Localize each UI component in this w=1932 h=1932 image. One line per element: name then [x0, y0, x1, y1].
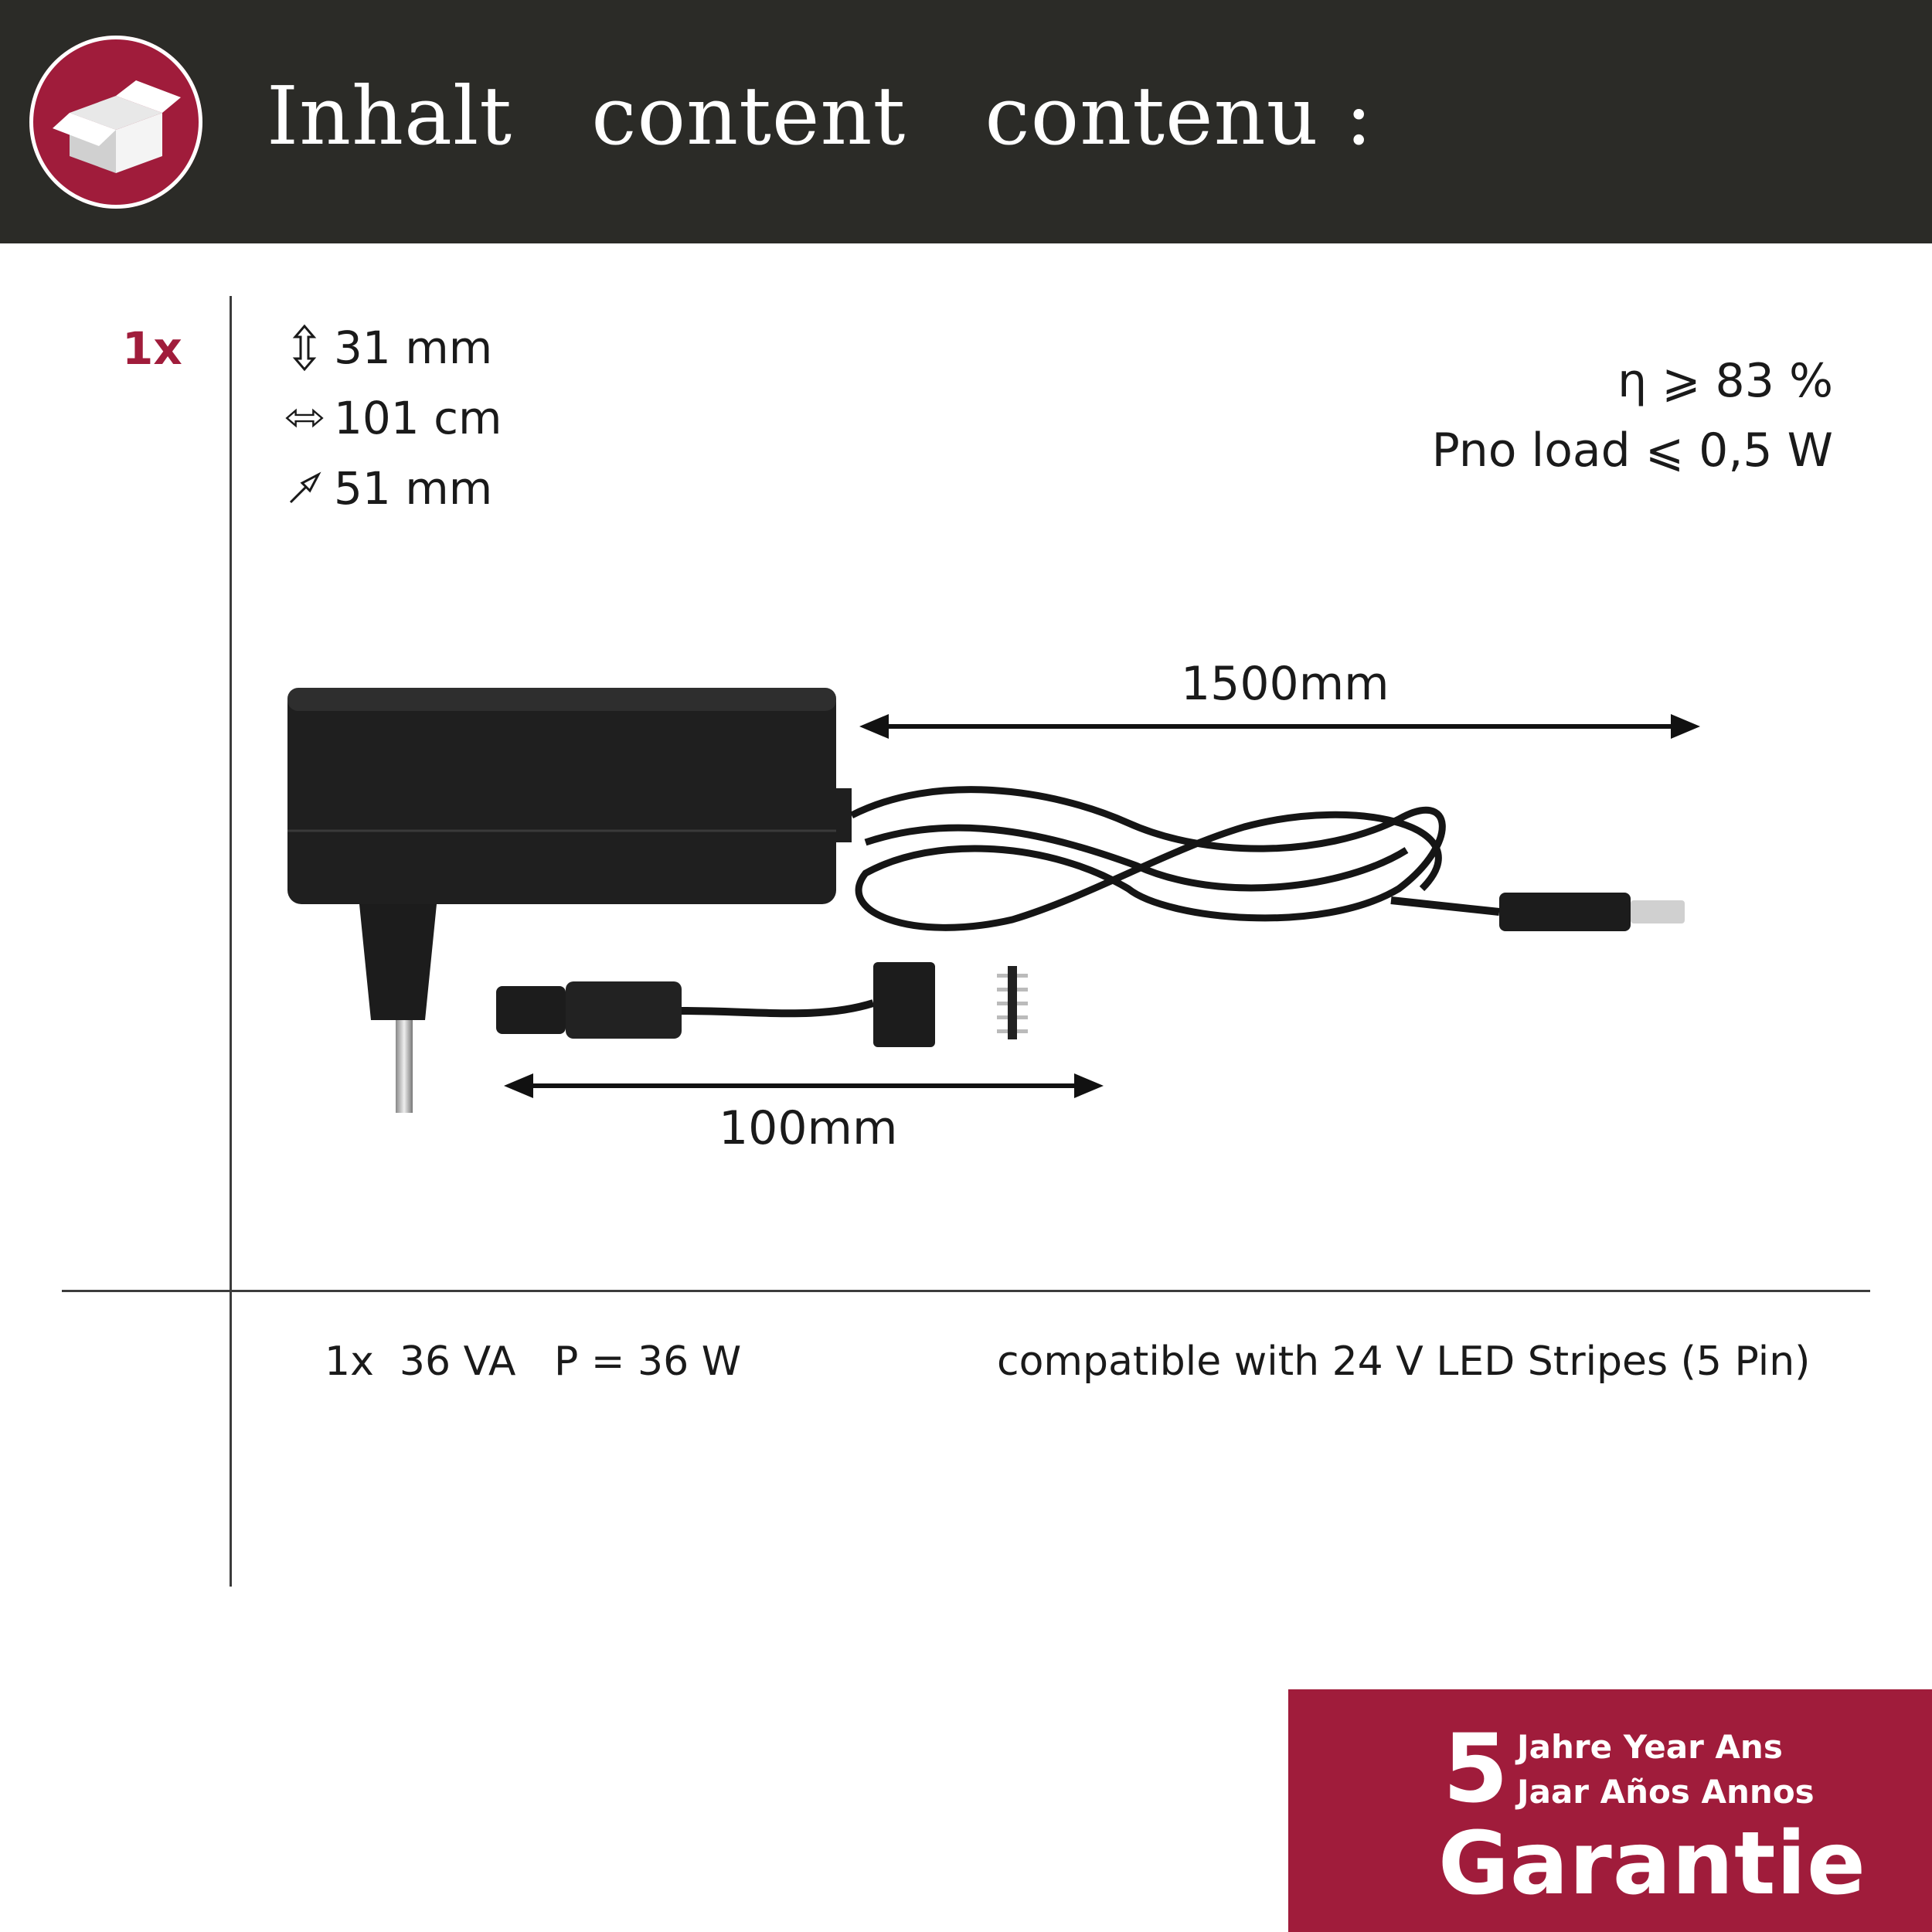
vertical-divider: [230, 296, 232, 1587]
height-dimension: [284, 321, 492, 374]
warranty-line-1: Jahre Year Ans: [1517, 1728, 1783, 1766]
warranty-label: Garantie: [1438, 1814, 1866, 1914]
warranty-badge: [1288, 1689, 1932, 1932]
warranty-line-2: Jaar Años Annos: [1517, 1773, 1815, 1811]
efficiency-value: η ⩾ 83 %: [1617, 354, 1833, 408]
depth-dimension: [284, 462, 492, 515]
adapter-length-label: 100mm: [719, 1101, 898, 1155]
power-supply-image: [278, 657, 1747, 1198]
product-illustration: [278, 657, 1747, 1201]
height-arrow-icon: [284, 323, 325, 372]
quantity-label: 1x: [122, 322, 182, 375]
header-bar: [0, 0, 1932, 243]
power-rating: 1x 36 VA P = 36 W: [325, 1338, 742, 1385]
box-icon: [29, 36, 202, 209]
horizontal-divider: [62, 1290, 1870, 1292]
cable-length-label: 1500mm: [1181, 657, 1389, 711]
width-arrow-icon: [284, 393, 325, 443]
width-dimension: [284, 392, 502, 444]
page-title: Inhalt content contenu :: [267, 69, 1373, 163]
no-load-value: Pno load ⩽ 0,5 W: [1431, 423, 1833, 478]
warranty-years: 5: [1443, 1714, 1509, 1824]
width-value: 101 cm: [334, 392, 502, 444]
depth-value: 51 mm: [334, 462, 493, 515]
compatibility-note: compatible with 24 V LED Stripes (5 Pin): [997, 1338, 1811, 1385]
efficiency-specs: [1432, 346, 1833, 485]
depth-arrow-icon: [284, 464, 325, 513]
height-value: 31 mm: [334, 321, 493, 374]
